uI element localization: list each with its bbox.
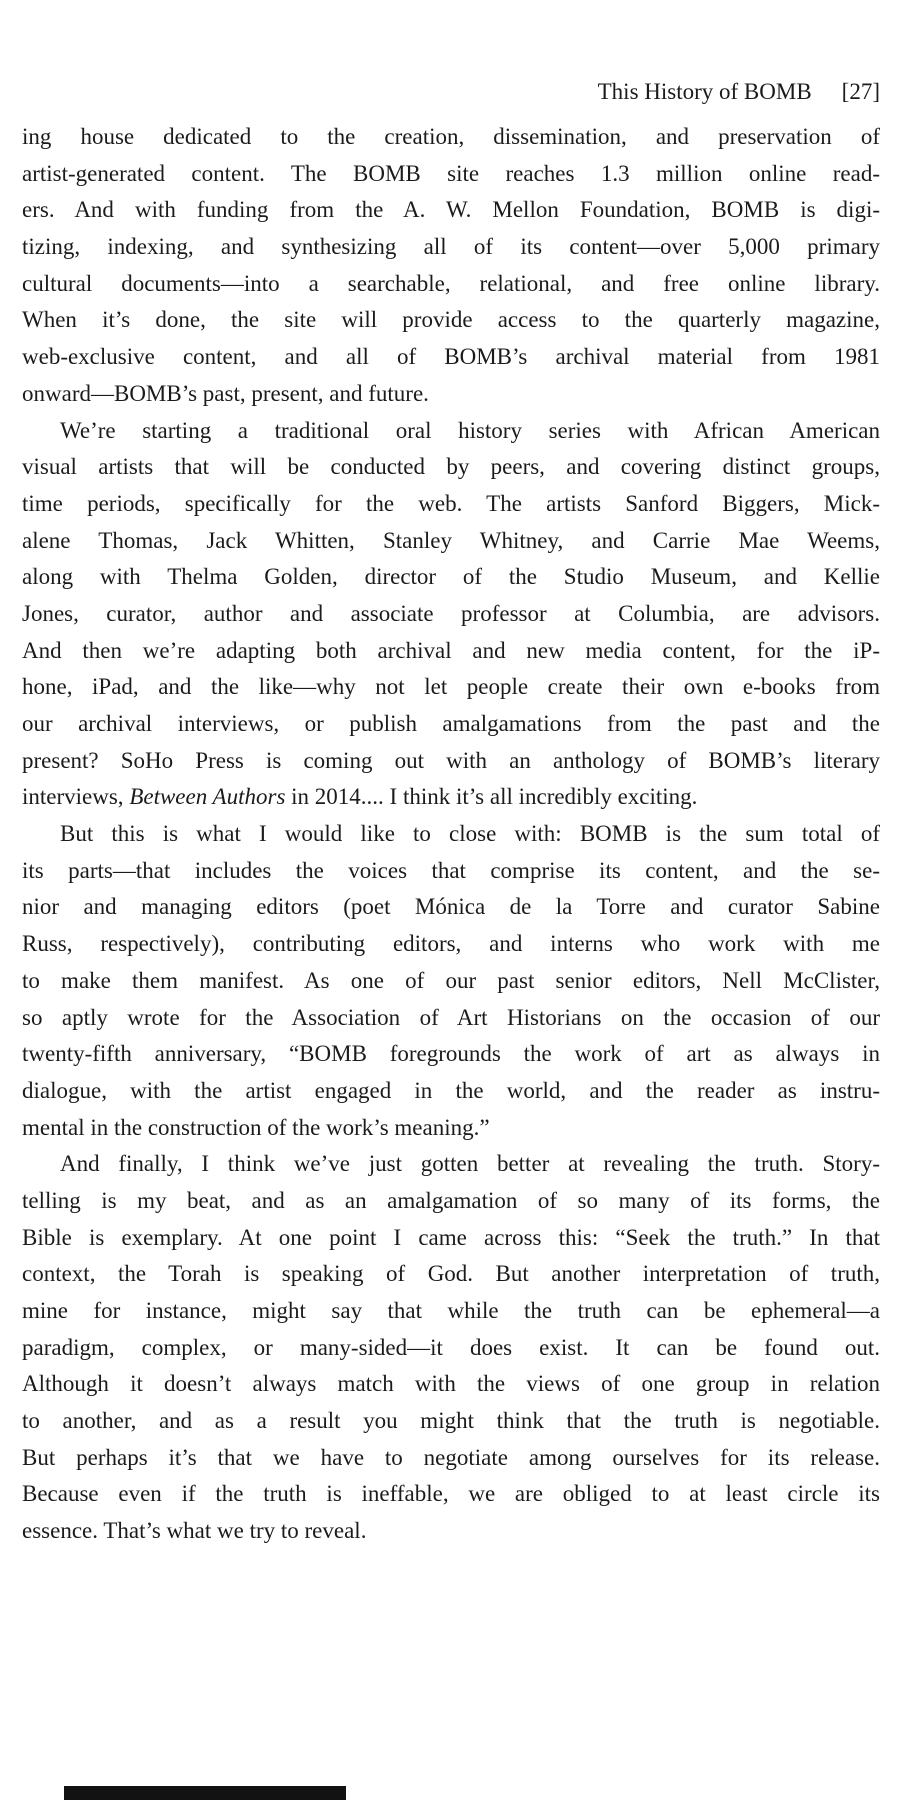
text-line: dialogue, with the artist engaged in the world, and the reader as instru-: [22, 1077, 880, 1103]
paragraph: [22, 413, 880, 817]
text-line: We’re starting a traditional oral history series with African American: [60, 417, 880, 443]
text-line: essence. That’s what we try to reveal.: [22, 1518, 367, 1544]
text-line: time periods, specifically for the web. The artists Sanford Biggers, Mick-: [22, 490, 880, 516]
text-line: mental in the construction of the work’s meaning.”: [22, 1114, 490, 1140]
text-line: Although it doesn’t always match with the views of one group in relation: [22, 1371, 880, 1397]
text-line: paradigm, complex, or many-sided—it does exist. It can be found out.: [22, 1334, 880, 1360]
text-line: alene Thomas, Jack Whitten, Stanley Whitney, and Carrie Mae Weems,: [22, 527, 880, 553]
text-line: Russ, respectively), contributing editors, and interns who work with me: [22, 931, 880, 957]
text-line: present? SoHo Press is coming out with an anthology of BOMB’s literary: [22, 747, 880, 773]
text-line: cultural documents—into a searchable, relational, and free online library.: [22, 270, 880, 296]
page-title: This History of BOMB: [597, 79, 812, 104]
text-line: ing house dedicated to the creation, dissemination, and preservation of: [22, 124, 880, 149]
body-text: [22, 119, 880, 1550]
paragraph: [22, 119, 880, 413]
text-line: context, the Torah is speaking of God. But another interpretation of truth,: [22, 1261, 880, 1287]
text-line: And then we’re adapting both archival and new media content, for the iP-: [22, 637, 880, 663]
page-number: [27]: [841, 79, 880, 104]
text-line: twenty-fifth anniversary, “BOMB foregrounds the work of art as always in: [22, 1041, 880, 1067]
text-line: Bible is exemplary. At one point I came across this: “Seek the truth.” In that: [22, 1224, 880, 1250]
text-line: telling is my beat, and as an amalgamation of so many of its forms, the: [22, 1187, 880, 1213]
text-line: along with Thelma Golden, director of the Studio Museum, and Kellie: [22, 564, 880, 590]
text-line: artist-generated content. The BOMB site reaches 1.3 million online read-: [22, 160, 880, 186]
text-line: onward—BOMB’s past, present, and future.: [22, 380, 429, 406]
scan-artifact-bar: [64, 1786, 346, 1800]
text-line: hone, iPad, and the like—why not let people create their own e-books from: [22, 674, 880, 700]
text-line: nior and managing editors (poet Mónica de la Torre and curator Sabine: [22, 894, 880, 920]
running-header: [22, 78, 880, 106]
text-line: its parts—that includes the voices that comprise its content, and the se-: [22, 857, 880, 883]
text-line: visual artists that will be conducted by peers, and covering distinct groups,: [22, 454, 880, 480]
text-line: tizing, indexing, and synthesizing all of its content—over 5,000 primary: [22, 234, 880, 260]
text-line: But this is what I would like to close with: BOMB is the sum total of: [60, 821, 880, 847]
text-line: interviews, Between Authors in 2014.... I think it’s all incredibly exciting.: [22, 784, 698, 810]
text-line: Because even if the truth is ineffable, we are obliged to at least circle its: [22, 1481, 880, 1507]
text-line: to another, and as a result you might think that the truth is negotiable.: [22, 1408, 880, 1434]
text-line: ers. And with funding from the A. W. Mellon Foundation, BOMB is digi-: [22, 197, 880, 223]
text-line: When it’s done, the site will provide access to the quarterly magazine,: [22, 307, 880, 333]
paragraph: [22, 1146, 880, 1550]
text-line: Jones, curator, author and associate professor at Columbia, are advisors.: [22, 600, 880, 626]
text-line: our archival interviews, or publish amalgamations from the past and the: [22, 711, 880, 736]
text-line: mine for instance, might say that while the truth can be ephemeral—a: [22, 1298, 880, 1323]
text-line: And finally, I think we’ve just gotten better at revealing the truth. Story-: [60, 1151, 880, 1177]
text-line: to make them manifest. As one of our past senior editors, Nell McClister,: [22, 967, 880, 993]
paragraph: [22, 816, 880, 1146]
text-line: But perhaps it’s that we have to negotiate among ourselves for its release.: [22, 1444, 880, 1470]
text-line: so aptly wrote for the Association of Art Historians on the occasion of our: [22, 1004, 880, 1030]
text-line: web-exclusive content, and all of BOMB’s archival material from 1981: [22, 344, 880, 370]
